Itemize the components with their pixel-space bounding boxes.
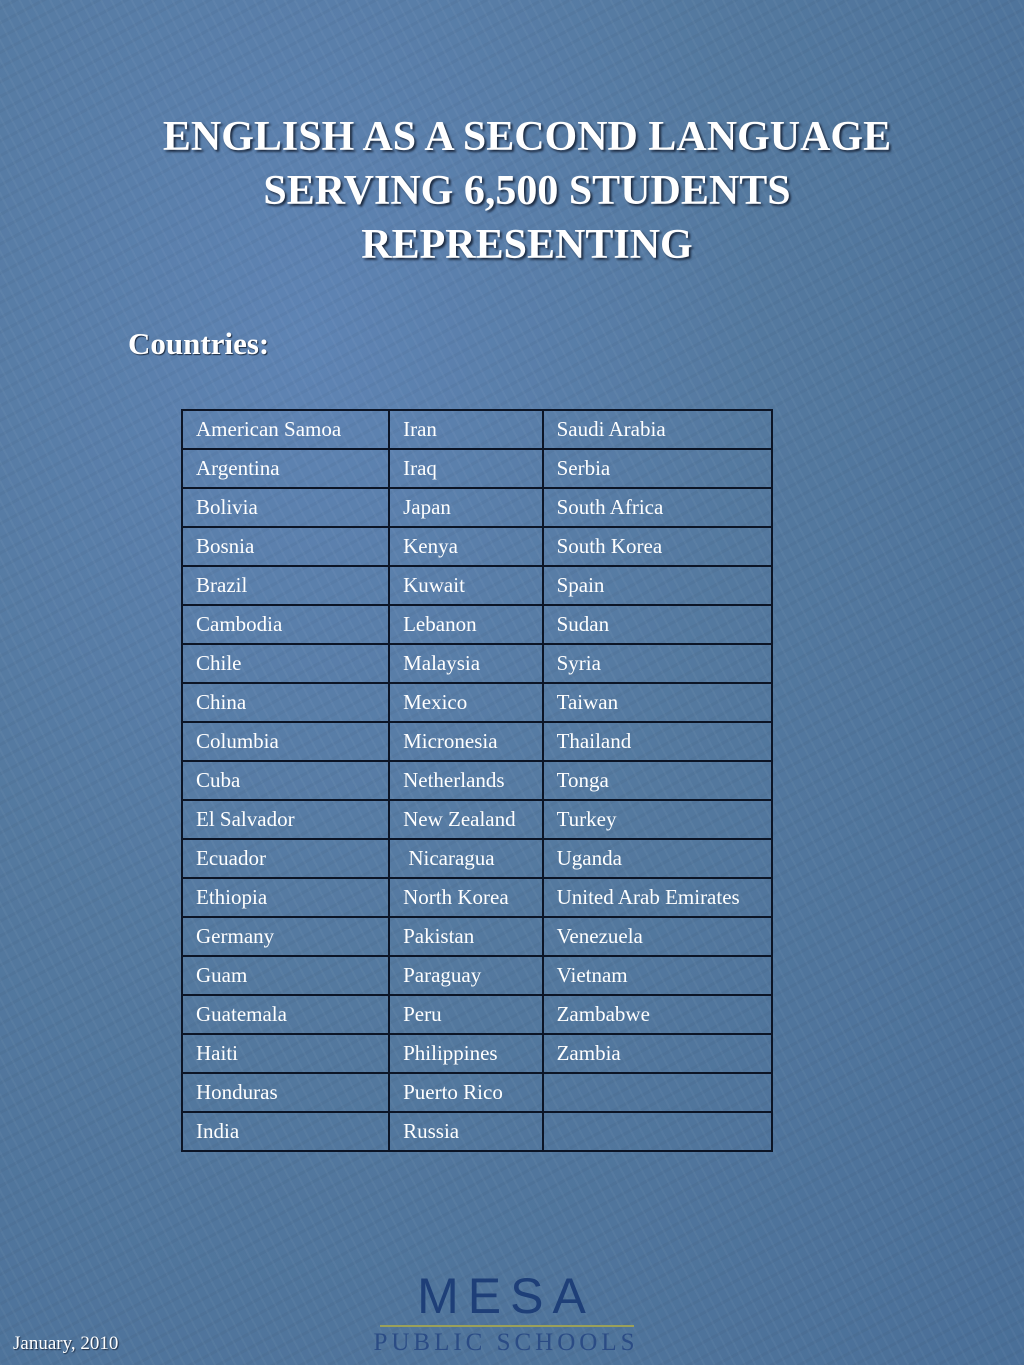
table-cell: Argentina: [182, 449, 389, 488]
table-cell: Mexico: [389, 683, 543, 722]
table-cell: Columbia: [182, 722, 389, 761]
table-cell: Philippines: [389, 1034, 543, 1073]
table-cell: Chile: [182, 644, 389, 683]
table-row: [182, 449, 772, 488]
table-cell: Lebanon: [389, 605, 543, 644]
table-cell: United Arab Emirates: [543, 878, 772, 917]
title-line-1: ENGLISH AS A SECOND LANGUAGE: [162, 114, 892, 160]
table-row: [182, 1034, 772, 1073]
table-row: [182, 1073, 772, 1112]
table-cell: Haiti: [182, 1034, 389, 1073]
table-cell: Ecuador: [182, 839, 389, 878]
table-cell: Serbia: [543, 449, 772, 488]
table-cell: New Zealand: [389, 800, 543, 839]
table-cell: North Korea: [389, 878, 543, 917]
countries-table-body: [182, 410, 772, 1151]
table-cell: Bosnia: [182, 527, 389, 566]
table-cell: Netherlands: [389, 761, 543, 800]
table-cell: El Salvador: [182, 800, 389, 839]
table-row: [182, 878, 772, 917]
table-cell: Zambabwe: [543, 995, 772, 1034]
mesa-public-schools-logo: [372, 1268, 640, 1360]
table-row: [182, 722, 772, 761]
table-cell: Germany: [182, 917, 389, 956]
table-cell: South Africa: [543, 488, 772, 527]
table-cell: Honduras: [182, 1073, 389, 1112]
logo-wordmark: MESA: [417, 1268, 595, 1324]
table-row: [182, 1112, 772, 1151]
table-row: [182, 683, 772, 722]
table-cell: Venezuela: [543, 917, 772, 956]
table-cell: Nicaragua: [389, 839, 543, 878]
table-row: [182, 917, 772, 956]
table-cell: [543, 1073, 772, 1112]
table-cell: Vietnam: [543, 956, 772, 995]
table-cell: Iran: [389, 410, 543, 449]
logo-subtitle: PUBLIC SCHOOLS: [373, 1329, 639, 1356]
table-cell: Malaysia: [389, 644, 543, 683]
table-cell: Thailand: [543, 722, 772, 761]
countries-heading: Countries:: [128, 326, 270, 361]
table-cell: Uganda: [543, 839, 772, 878]
table-cell: Turkey: [543, 800, 772, 839]
table-cell: Cuba: [182, 761, 389, 800]
table-cell: Paraguay: [389, 956, 543, 995]
table-cell: Bolivia: [182, 488, 389, 527]
table-cell: Brazil: [182, 566, 389, 605]
table-cell: Guatemala: [182, 995, 389, 1034]
table-row: [182, 800, 772, 839]
table-cell: Micronesia: [389, 722, 543, 761]
table-cell: Syria: [543, 644, 772, 683]
table-cell: Russia: [389, 1112, 543, 1151]
table-cell: Pakistan: [389, 917, 543, 956]
table-cell: South Korea: [543, 527, 772, 566]
table-row: [182, 488, 772, 527]
table-cell: Kenya: [389, 527, 543, 566]
logo-divider: [380, 1325, 634, 1327]
table-row: [182, 605, 772, 644]
table-cell: American Samoa: [182, 410, 389, 449]
table-cell: Iraq: [389, 449, 543, 488]
table-cell: India: [182, 1112, 389, 1151]
table-cell: Kuwait: [389, 566, 543, 605]
table-row: [182, 761, 772, 800]
table-cell: Peru: [389, 995, 543, 1034]
table-cell: [543, 1112, 772, 1151]
table-cell: Sudan: [543, 605, 772, 644]
table-cell: Saudi Arabia: [543, 410, 772, 449]
table-row: [182, 956, 772, 995]
table-row: [182, 644, 772, 683]
table-cell: China: [182, 683, 389, 722]
title-line-2: SERVING 6,500 STUDENTS: [263, 168, 791, 214]
table-cell: Tonga: [543, 761, 772, 800]
table-cell: Zambia: [543, 1034, 772, 1073]
table-cell: Japan: [389, 488, 543, 527]
countries-table: [181, 409, 773, 1152]
table-row: [182, 839, 772, 878]
table-row: [182, 995, 772, 1034]
table-row: [182, 410, 772, 449]
table-cell: Spain: [543, 566, 772, 605]
table-cell: Ethiopia: [182, 878, 389, 917]
table-cell: Cambodia: [182, 605, 389, 644]
slide-title: [60, 110, 994, 272]
footer-date: January, 2010: [13, 1333, 119, 1354]
table-row: [182, 566, 772, 605]
table-cell: Taiwan: [543, 683, 772, 722]
table-cell: Guam: [182, 956, 389, 995]
table-row: [182, 527, 772, 566]
table-cell: Puerto Rico: [389, 1073, 543, 1112]
title-line-3: REPRESENTING: [361, 222, 693, 268]
